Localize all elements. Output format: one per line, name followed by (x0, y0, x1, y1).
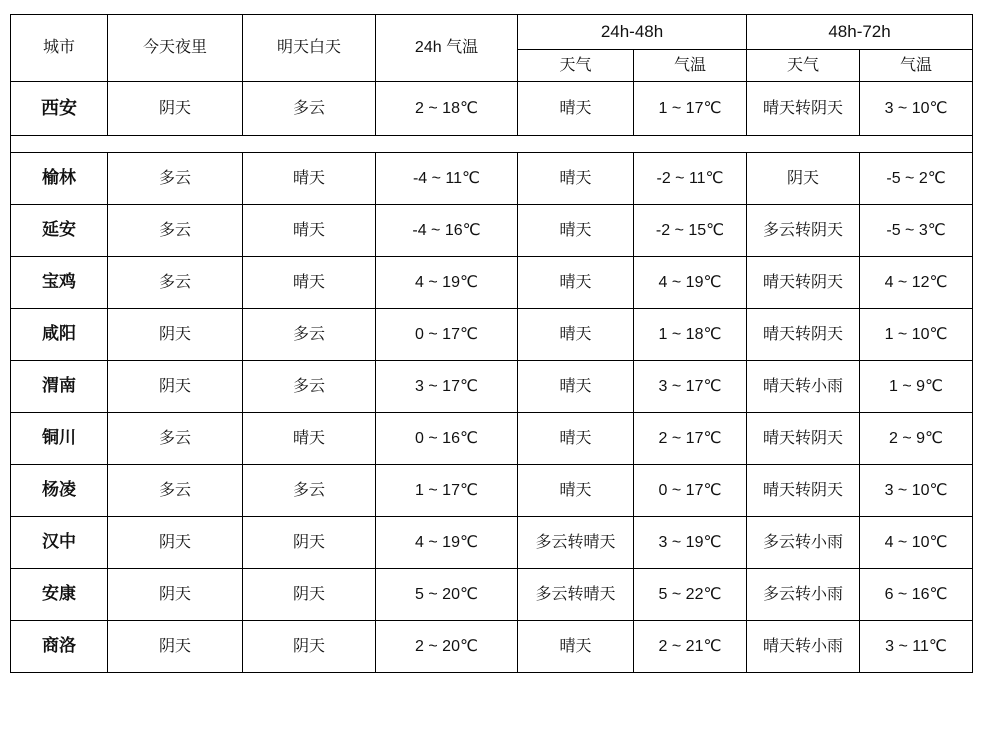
cell-weather-72: 晴天转小雨 (747, 361, 860, 413)
cell-temp-48: 0 ~ 17℃ (634, 465, 747, 517)
cell-tomorrow-day: 晴天 (243, 205, 376, 257)
cell-temp-72: 3 ~ 10℃ (860, 82, 973, 136)
table-row (11, 205, 973, 257)
cell-weather-48: 晴天 (518, 465, 634, 517)
cell-city: 榆林 (11, 153, 108, 205)
cell-tomorrow-day: 阴天 (243, 569, 376, 621)
column-group-header-48-72: 48h-72h (747, 15, 973, 50)
table-row (11, 309, 973, 361)
cell-weather-72: 晴天转阴天 (747, 82, 860, 136)
cell-temp-24h: 4 ~ 19℃ (376, 517, 518, 569)
cell-temp-72: -5 ~ 2℃ (860, 153, 973, 205)
cell-temp-24h: 2 ~ 20℃ (376, 621, 518, 673)
table-row (11, 82, 973, 136)
cell-city: 渭南 (11, 361, 108, 413)
cell-city: 宝鸡 (11, 257, 108, 309)
cell-tomorrow-day: 阴天 (243, 621, 376, 673)
cell-temp-72: 1 ~ 9℃ (860, 361, 973, 413)
cell-temp-24h: -4 ~ 11℃ (376, 153, 518, 205)
cell-tomorrow-day: 多云 (243, 465, 376, 517)
cell-temp-72: 3 ~ 11℃ (860, 621, 973, 673)
table-body-primary-city (11, 82, 973, 136)
cell-tonight: 多云 (108, 465, 243, 517)
cell-weather-48: 晴天 (518, 153, 634, 205)
column-header-temp-48: 气温 (634, 50, 747, 82)
table-row (11, 153, 973, 205)
header-row-primary (11, 15, 973, 50)
cell-weather-48: 多云转晴天 (518, 569, 634, 621)
cell-tomorrow-day: 晴天 (243, 257, 376, 309)
cell-weather-72: 多云转阴天 (747, 205, 860, 257)
table-header (11, 15, 973, 82)
cell-tonight: 阴天 (108, 309, 243, 361)
cell-weather-48: 晴天 (518, 257, 634, 309)
cell-weather-72: 阴天 (747, 153, 860, 205)
column-header-tonight: 今天夜里 (108, 15, 243, 82)
cell-city: 延安 (11, 205, 108, 257)
cell-weather-72: 多云转小雨 (747, 569, 860, 621)
cell-city: 咸阳 (11, 309, 108, 361)
cell-tomorrow-day: 多云 (243, 82, 376, 136)
column-header-city: 城市 (11, 15, 108, 82)
cell-temp-24h: 0 ~ 16℃ (376, 413, 518, 465)
cell-temp-24h: 0 ~ 17℃ (376, 309, 518, 361)
table-row (11, 361, 973, 413)
cell-temp-48: 2 ~ 21℃ (634, 621, 747, 673)
cell-temp-72: 1 ~ 10℃ (860, 309, 973, 361)
cell-tonight: 阴天 (108, 569, 243, 621)
cell-weather-48: 晴天 (518, 309, 634, 361)
table-row (11, 621, 973, 673)
cell-tomorrow-day: 晴天 (243, 413, 376, 465)
cell-temp-24h: -4 ~ 16℃ (376, 205, 518, 257)
cell-temp-48: 5 ~ 22℃ (634, 569, 747, 621)
cell-temp-48: 3 ~ 19℃ (634, 517, 747, 569)
cell-temp-72: 2 ~ 9℃ (860, 413, 973, 465)
cell-temp-48: 4 ~ 19℃ (634, 257, 747, 309)
spacer-row (11, 136, 973, 153)
table-row (11, 413, 973, 465)
cell-temp-48: 1 ~ 17℃ (634, 82, 747, 136)
cell-temp-72: 4 ~ 10℃ (860, 517, 973, 569)
cell-weather-48: 晴天 (518, 621, 634, 673)
cell-tomorrow-day: 多云 (243, 361, 376, 413)
table-body-cities (11, 153, 973, 673)
cell-temp-24h: 2 ~ 18℃ (376, 82, 518, 136)
table-row (11, 465, 973, 517)
cell-tonight: 阴天 (108, 517, 243, 569)
cell-temp-48: -2 ~ 11℃ (634, 153, 747, 205)
cell-tonight: 阴天 (108, 621, 243, 673)
cell-temp-48: 1 ~ 18℃ (634, 309, 747, 361)
cell-tomorrow-day: 多云 (243, 309, 376, 361)
cell-tonight: 阴天 (108, 361, 243, 413)
cell-temp-72: 6 ~ 16℃ (860, 569, 973, 621)
column-header-temp-72: 气温 (860, 50, 973, 82)
cell-tomorrow-day: 阴天 (243, 517, 376, 569)
column-group-header-24-48: 24h-48h (518, 15, 747, 50)
cell-weather-72: 晴天转阴天 (747, 413, 860, 465)
cell-weather-72: 多云转小雨 (747, 517, 860, 569)
weather-forecast-table (10, 14, 973, 673)
cell-temp-24h: 3 ~ 17℃ (376, 361, 518, 413)
cell-weather-72: 晴天转小雨 (747, 621, 860, 673)
cell-weather-72: 晴天转阴天 (747, 309, 860, 361)
cell-temp-48: -2 ~ 15℃ (634, 205, 747, 257)
table-row (11, 517, 973, 569)
cell-weather-48: 多云转晴天 (518, 517, 634, 569)
cell-weather-72: 晴天转阴天 (747, 465, 860, 517)
cell-tomorrow-day: 晴天 (243, 153, 376, 205)
cell-tonight: 多云 (108, 413, 243, 465)
cell-temp-48: 3 ~ 17℃ (634, 361, 747, 413)
cell-temp-48: 2 ~ 17℃ (634, 413, 747, 465)
cell-temp-24h: 5 ~ 20℃ (376, 569, 518, 621)
cell-city: 商洛 (11, 621, 108, 673)
cell-tonight: 阴天 (108, 82, 243, 136)
cell-city: 汉中 (11, 517, 108, 569)
cell-temp-72: -5 ~ 3℃ (860, 205, 973, 257)
cell-city: 安康 (11, 569, 108, 621)
cell-city: 铜川 (11, 413, 108, 465)
column-header-tomorrow-day: 明天白天 (243, 15, 376, 82)
column-header-weather-48: 天气 (518, 50, 634, 82)
cell-weather-48: 晴天 (518, 361, 634, 413)
cell-city: 杨凌 (11, 465, 108, 517)
column-header-weather-72: 天气 (747, 50, 860, 82)
cell-temp-24h: 1 ~ 17℃ (376, 465, 518, 517)
cell-weather-48: 晴天 (518, 82, 634, 136)
table-row (11, 569, 973, 621)
cell-temp-24h: 4 ~ 19℃ (376, 257, 518, 309)
table-row (11, 257, 973, 309)
table-spacer (11, 136, 973, 153)
spacer-cell (11, 136, 973, 153)
cell-weather-72: 晴天转阴天 (747, 257, 860, 309)
cell-weather-48: 晴天 (518, 413, 634, 465)
cell-tonight: 多云 (108, 205, 243, 257)
cell-weather-48: 晴天 (518, 205, 634, 257)
cell-city: 西安 (11, 82, 108, 136)
cell-tonight: 多云 (108, 153, 243, 205)
cell-tonight: 多云 (108, 257, 243, 309)
column-header-temp-24h: 24h 气温 (376, 15, 518, 82)
cell-temp-72: 4 ~ 12℃ (860, 257, 973, 309)
cell-temp-72: 3 ~ 10℃ (860, 465, 973, 517)
